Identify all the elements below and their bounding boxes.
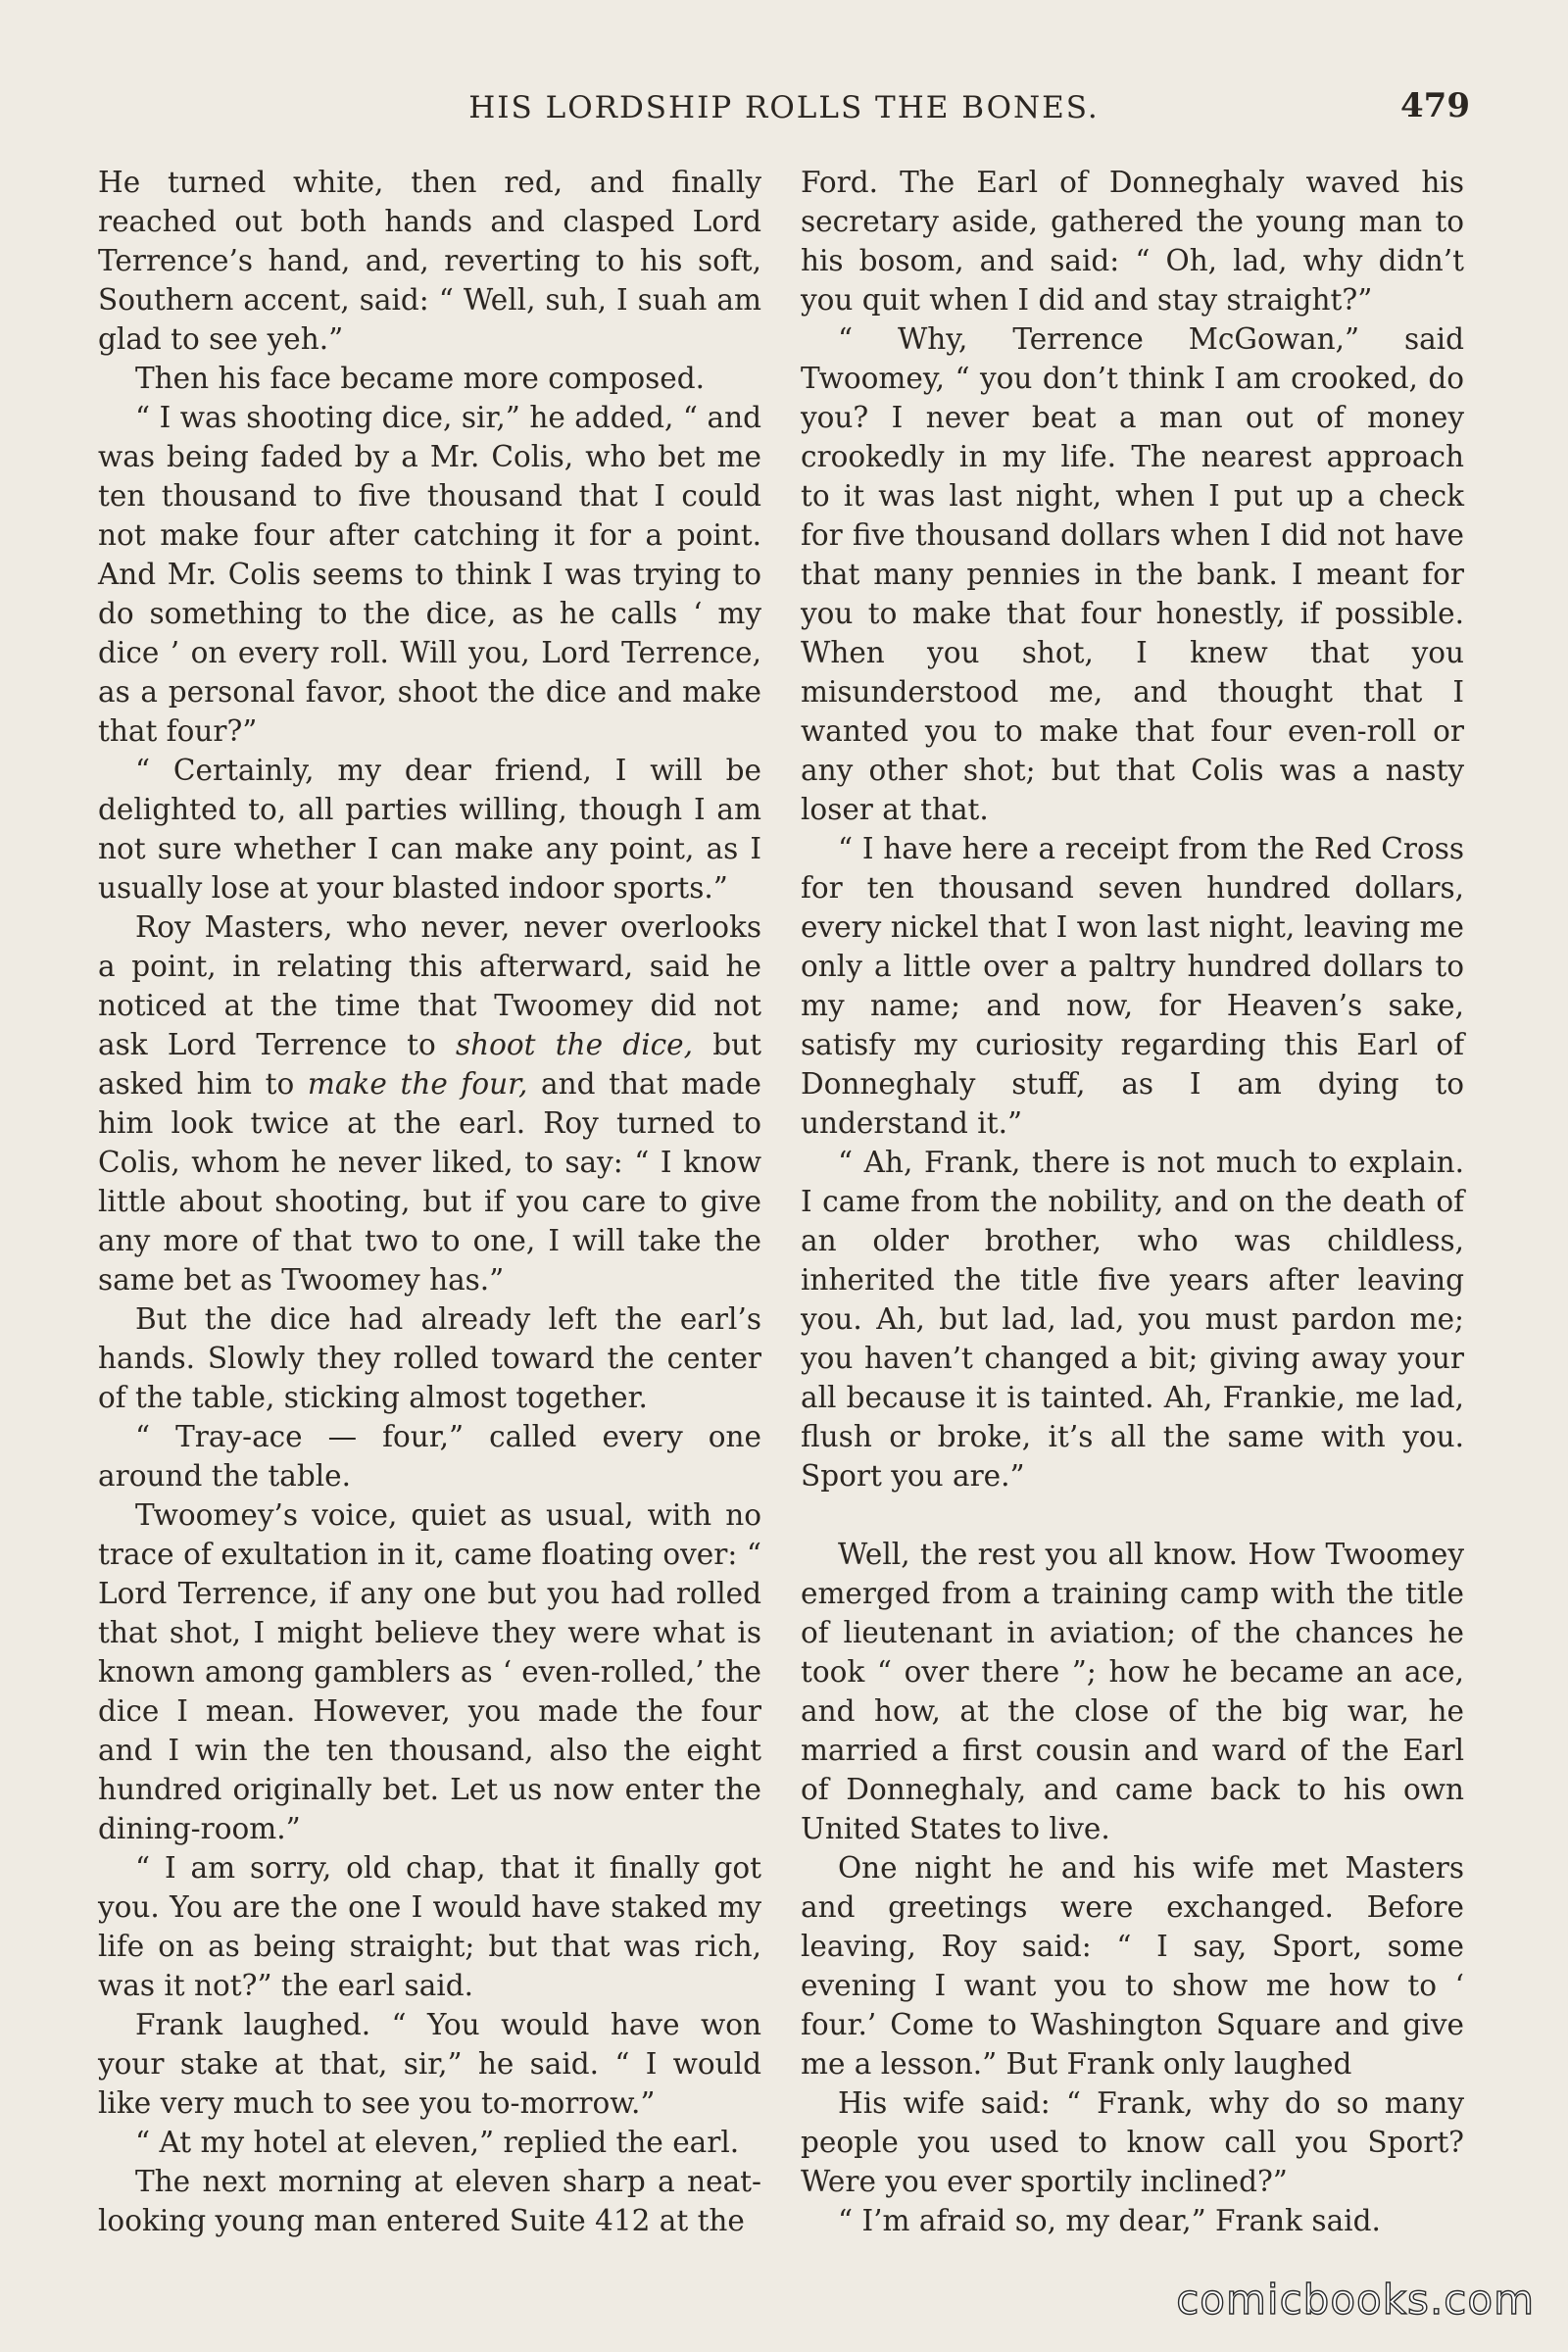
paragraph: “ I was shooting dice, sir,” he added, “ and was being faded by a Mr. Colis, who bet me ten thousand to five thousand that I could not make four after catching it for a point. And Mr. Colis seems to think I was trying to do something to the dice, as he calls ‘ my dice ’ on every roll. Will you, Lord Terrence, as a personal favor, shoot the dice and make that four?” [98, 401, 761, 748]
paragraph: He turned white, then red, and finally reached out both hands and clasped Lord Terrence’s hand, and, reverting to his soft, Southern accent, said: “ Well, suh, I suah am glad to see yeh.” [98, 166, 761, 356]
paragraph: “ At my hotel at eleven,” replied the earl. [135, 2126, 740, 2159]
paragraph: “ Certainly, my dear friend, I will be delighted to, all parties willing, though I am not sure whether I can make any point, as I usually lose at your blasted indoor sports.” [98, 754, 761, 905]
paragraph: Then his face became more composed. [135, 362, 706, 395]
paragraph: But the dice had already left the earl’s hands. Slowly they rolled toward the center of the table, sticking almost together. [98, 1302, 761, 1414]
watermark: comicbooks.com [1176, 2276, 1535, 2324]
right-column [801, 163, 1464, 2240]
running-title: HIS LORDSHIP ROLLS THE BONES. [468, 90, 1100, 125]
paragraph: Well, the rest you all know. How Twoomey emerged from a training camp with the title of lieutenant in aviation; of the chances he took “ over there ”; how he became an ace, and how, at the close of the big war, he married a first cousin and ward of the Earl of Donneghaly, and came back to his own United States to live. [801, 1538, 1464, 1845]
paragraph: Twoomey’s voice, quiet as usual, with no trace of exultation in it, came floating over: “ Lord Terrence, if any one but you had rolled that shot, I might believe they were what is known among gamblers as ‘ even-rolled,’ the dice I mean. However, you made the four and I win the ten thousand, also the eight hundred originally bet. Let us now enter the dining-room.” [98, 1498, 761, 1845]
text-run: and that made him look twice at the earl. Roy turned to Colis, whom he never liked, to say: “ I know little about shooting, but if you care to give any more of that two to one, I will take the same bet as Twoomey has.” [98, 1067, 761, 1297]
page-number: 479 [1400, 86, 1470, 125]
paragraph: “ I have here a receipt from the Red Cross for ten thousand seven hundred dollars, every nickel that I won last night, leaving me only a little over a paltry hundred dollars to my name; and now, for Heaven’s sake, satisfy my curiosity regarding this Earl of Donneghaly stuff, as I am dying to understand it.” [801, 832, 1464, 1140]
paragraph: “ Ah, Frank, there is not much to explain. I came from the nobility, and on the death of an older brother, who was childless, inherited the title five years after leaving you. Ah, but lad, lad, you must pardon me; you haven’t changed a bit; giving away your all because it is tainted. Ah, Frankie, me lad, flush or broke, it’s all the same with you. Sport you are.” [801, 1146, 1464, 1493]
paragraph: The next morning at eleven sharp a neat-looking young man entered Suite 412 at the [98, 2165, 761, 2237]
left-column [98, 163, 761, 2240]
paragraph: His wife said: “ Frank, why do so many people you used to know call you Sport? Were you ever sportily inclined?” [801, 2086, 1464, 2198]
paragraph [98, 907, 761, 1299]
paragraph: “ Tray-ace — four,” called every one around the table. [98, 1420, 761, 1493]
italic-phrase: make the four, [307, 1067, 528, 1101]
paragraph: “ I’m afraid so, my dear,” Frank said. [838, 2204, 1381, 2237]
paragraph: “ Why, Terrence McGowan,” said Twoomey, “ you don’t think I am crooked, do you? I never beat a man out of money crookedly in my life. The nearest approach to it was last night, when I put up a check for five thousand dollars when I did not have that many pennies in the bank. I meant for you to make that four honestly, if possible. When you shot, I knew that you misunderstood me, and thought that I wanted you to make that four even-roll or any other shot; but that Colis was a nasty loser at that. [801, 322, 1464, 826]
text-run: Roy Masters, who never, never overlooks a point, in relating this afterward, said he noticed at the time that Twoomey did not ask Lord Terrence to [98, 910, 761, 1061]
text-run: but asked him to [98, 1028, 761, 1101]
page-header [98, 86, 1470, 135]
italic-phrase: shoot the dice, [456, 1028, 693, 1061]
paragraph: Ford. The Earl of Donneghaly waved his secretary aside, gathered the young man to his bosom, and said: “ Oh, lad, why didn’t you quit when I did and stay straight?” [801, 166, 1464, 317]
paragraph: “ I am sorry, old chap, that it finally got you. You are the one I would have staked my life on as being straight; but that was rich, was it not?” the earl said. [98, 1851, 761, 2002]
paragraph: One night he and his wife met Masters and greetings were exchanged. Before leaving, Roy said: “ I say, Sport, some evening I want you to show me how to ‘ four.’ Come to Washington Square and give me a lesson.” But Frank only laughed [801, 1851, 1464, 2081]
paragraph: Frank laughed. “ You would have won your stake at that, sir,” he said. “ I would like very much to see you to-morrow.” [98, 2008, 761, 2120]
